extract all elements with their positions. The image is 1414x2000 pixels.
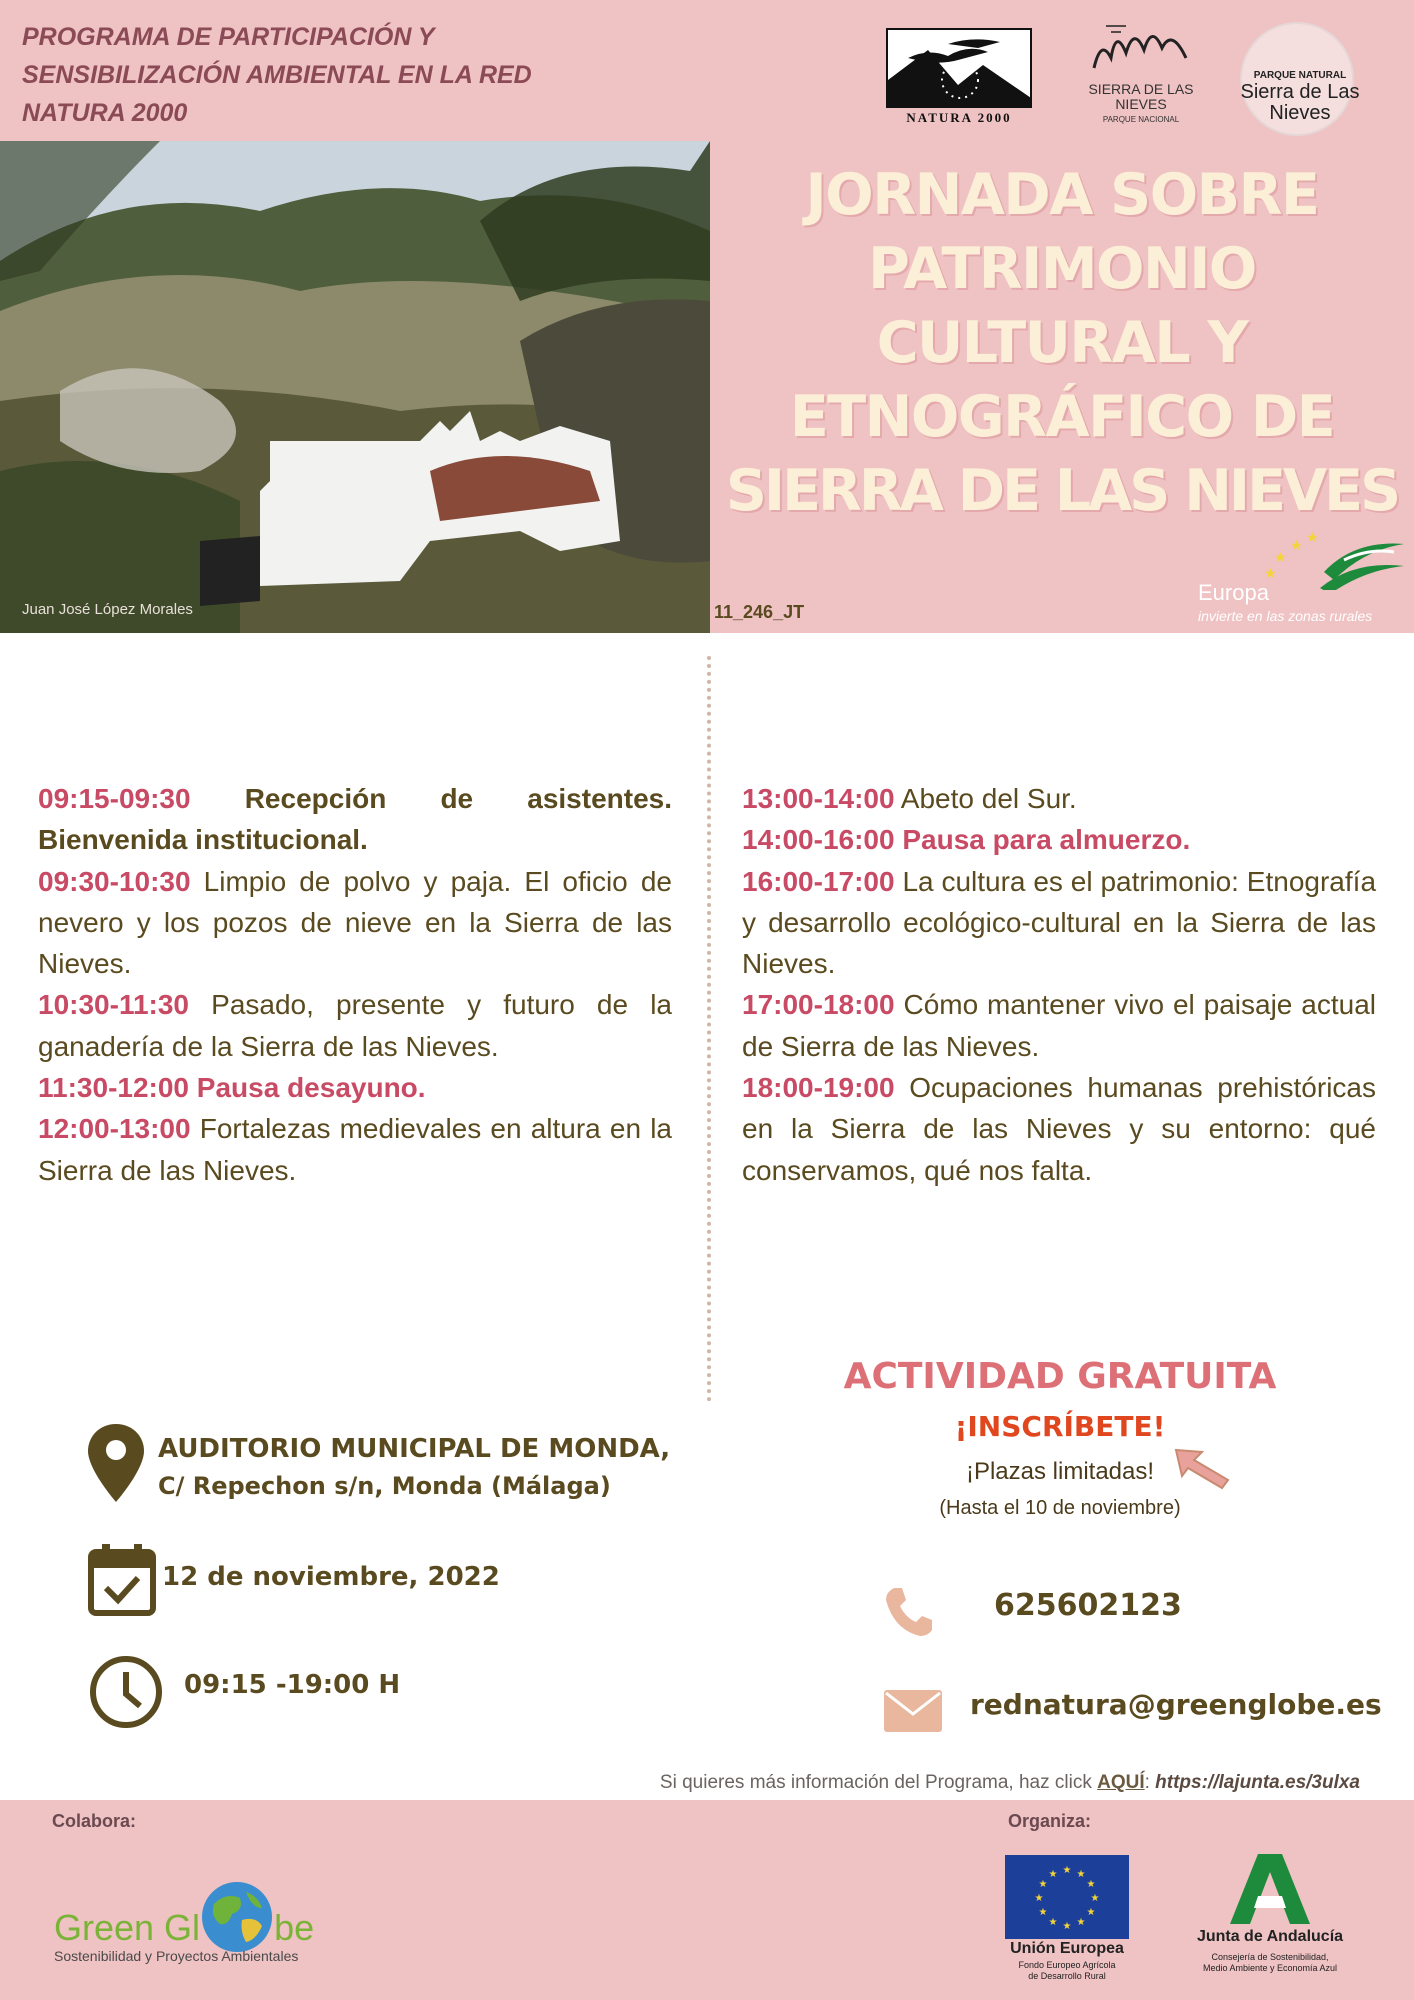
schedule-item [742, 778, 1376, 819]
junta-label: Junta de Andalucía [1196, 1928, 1344, 1945]
title-line: SIERRA DE LAS NIEVES [725, 458, 1399, 524]
svg-text:★: ★ [1076, 1917, 1086, 1928]
schedule-item [38, 861, 672, 985]
svg-text:★: ★ [1076, 1869, 1086, 1880]
svg-text:★: ★ [1034, 1893, 1044, 1904]
schedule-text: Pausa para almuerzo. [902, 824, 1191, 856]
natura-2000-label: NATURA 2000 [906, 110, 1012, 125]
schedule-text: Pasado, presente y futuro de la ganadería de la Sierra de las Nieves. [38, 989, 672, 1062]
schedule-item [38, 778, 672, 861]
parque-nacional-logo [1086, 18, 1196, 130]
green-globe-text-left: Green Gl [54, 1907, 201, 1948]
schedule-text: Cómo mantener vivo el paisaje actual de Sierra de las Nieves. [742, 989, 1376, 1062]
program-title: PROGRAMA DE PARTICIPACIÓN Y SENSIBILIZACIÓN AMBIENTAL EN LA RED NATURA 2000 [22, 23, 532, 127]
junta-sub-line: Medio Ambiente y Economía Azul [1202, 1963, 1338, 1973]
schedule-text: Limpio de polvo y paja. El oficio de nevero y los pozos de nieve en la Sierra de las Nieves. [38, 865, 672, 980]
parque-natural-top: PARQUE NATURAL [1253, 70, 1347, 81]
schedule-text: Ocupaciones humanas prehistóricas en la Sierra de las Nieves y su entorno: qué conservamos, qué nos falta. [742, 1072, 1376, 1186]
photo-credit: Juan José López Morales [22, 601, 193, 618]
schedule-time: 09:15-09:30 [38, 783, 191, 814]
schedule-left [38, 778, 672, 1191]
event-hours: 09:15 -19:00 H [184, 1670, 401, 1700]
calendar-check-icon [88, 1542, 156, 1621]
europa-label: Europa [1198, 580, 1269, 605]
schedule-time: 18:00-19:00 [742, 1072, 895, 1104]
parque-nacional-sub: PARQUE NACIONAL [1102, 115, 1180, 124]
envelope-icon [884, 1690, 942, 1737]
more-info-line [560, 1772, 1360, 1794]
svg-text:★: ★ [1264, 565, 1277, 581]
register-cta[interactable]: ¡INSCRÍBETE! [954, 1410, 1166, 1443]
eu-sub [990, 1960, 1144, 1982]
schedule-time: 11:30-12:00 [38, 1072, 190, 1104]
limited-places: ¡Plazas limitadas! [965, 1458, 1155, 1485]
parque-natural-name: Sierra de Las Nieves [1240, 81, 1360, 124]
globe-icon [200, 1880, 274, 1954]
schedule-time: 13:00-14:00 [742, 783, 895, 814]
svg-text:★: ★ [1086, 1879, 1096, 1890]
svg-text:★: ★ [1274, 549, 1287, 565]
parque-nacional-name: SIERRA DE LAS NIEVES [1088, 81, 1194, 112]
schedule-time: 16:00-17:00 [742, 865, 895, 897]
junta-andalucia-logo [1228, 1852, 1312, 1931]
eu-sub-line: Fondo Europeo Agrícola [1018, 1960, 1116, 1970]
svg-text:★: ★ [1062, 1865, 1072, 1876]
schedule-text: Fortalezas medievales en altura en la Sierra de las Nieves. [38, 1113, 672, 1186]
event-date: 12 de noviembre, 2022 [162, 1562, 500, 1592]
title-line: JORNADA SOBRE [805, 162, 1319, 228]
schedule-time: 14:00-16:00 [742, 824, 895, 856]
phone-icon [884, 1586, 934, 1643]
junta-sub [1180, 1952, 1360, 1974]
schedule-item [38, 1108, 672, 1191]
schedule-item [742, 984, 1376, 1067]
svg-text:★: ★ [1048, 1917, 1058, 1928]
clock-icon [88, 1654, 164, 1735]
more-info-prefix: Si quieres más información del Programa, haz click [659, 1772, 1098, 1793]
location-line-2: C/ Repechon s/n, Monda (Málaga) [158, 1472, 611, 1500]
schedule-right [742, 778, 1376, 1191]
title-line: ETNOGRÁFICO DE [789, 384, 1335, 450]
svg-text:★: ★ [1048, 1869, 1058, 1880]
location-pin-icon [88, 1424, 144, 1507]
email-address[interactable]: rednatura@greenglobe.es [970, 1688, 1382, 1721]
natura-2000-logo [884, 18, 1034, 130]
registration-deadline: (Hasta el 10 de noviembre) [939, 1497, 1181, 1519]
svg-text:★: ★ [1038, 1879, 1048, 1890]
schedule-item [38, 984, 672, 1067]
more-info-url[interactable]: https://lajunta.es/3ulxa [1155, 1772, 1360, 1793]
free-activity-heading: ACTIVIDAD GRATUITA [843, 1356, 1277, 1397]
green-globe-logo [54, 1880, 314, 1954]
europa-sub: invierte en las zonas rurales [1198, 608, 1373, 624]
svg-text:★: ★ [1038, 1907, 1048, 1918]
schedule-item [38, 1067, 672, 1108]
schedule-text: La cultura es el patrimonio: Etnografía y desarrollo ecológico-cultural en la Sierra de las Nieves. [742, 865, 1377, 980]
pointer-arrow-icon [1172, 1446, 1232, 1495]
schedule-time: 09:30-10:30 [38, 865, 191, 897]
eu-sub-line: de Desarrollo Rural [1028, 1971, 1106, 1981]
svg-text:★: ★ [1062, 1921, 1072, 1932]
schedule-item [742, 819, 1376, 860]
schedule-item [742, 861, 1376, 985]
colabora-label: Colabora: [52, 1811, 137, 1831]
svg-text:★: ★ [1290, 537, 1303, 553]
column-divider [707, 656, 711, 1402]
eu-flag-icon [1005, 1855, 1129, 1939]
title-line: PATRIMONIO [868, 236, 1256, 302]
location-line-1: AUDITORIO MUNICIPAL DE MONDA, [158, 1434, 671, 1464]
phone-number[interactable]: 625602123 [994, 1588, 1182, 1623]
schedule-text: Abeto del Sur. [900, 783, 1077, 814]
green-globe-sub: Sostenibilidad y Proyectos Ambientales [54, 1948, 299, 1964]
schedule-text: Pausa desayuno. [196, 1072, 426, 1104]
parque-natural-logo [1236, 18, 1366, 130]
more-info-separator: : [1144, 1772, 1156, 1793]
svg-text:★: ★ [1090, 1893, 1100, 1904]
junta-sub-line: Consejería de Sostenibilidad, [1211, 1952, 1329, 1962]
landscape-photo [0, 141, 710, 633]
svg-text:★: ★ [1086, 1907, 1096, 1918]
more-info-link[interactable]: AQUÍ [1097, 1772, 1145, 1793]
event-title [712, 158, 1412, 528]
project-code: 11_246_JT [714, 602, 805, 622]
schedule-time: 12:00-13:00 [38, 1113, 191, 1145]
green-globe-text-right: be [274, 1907, 315, 1948]
schedule-time: 17:00-18:00 [742, 989, 895, 1021]
schedule-item [742, 1067, 1376, 1191]
schedule-text: Recepción de asistentes. Bienvenida institucional. [38, 783, 672, 856]
title-line: CULTURAL Y [876, 310, 1248, 376]
svg-text:★: ★ [1306, 530, 1319, 545]
schedule-time: 10:30-11:30 [38, 989, 190, 1021]
organiza-label: Organiza: [1008, 1811, 1092, 1831]
eu-label: Unión Europea [1010, 1940, 1124, 1957]
